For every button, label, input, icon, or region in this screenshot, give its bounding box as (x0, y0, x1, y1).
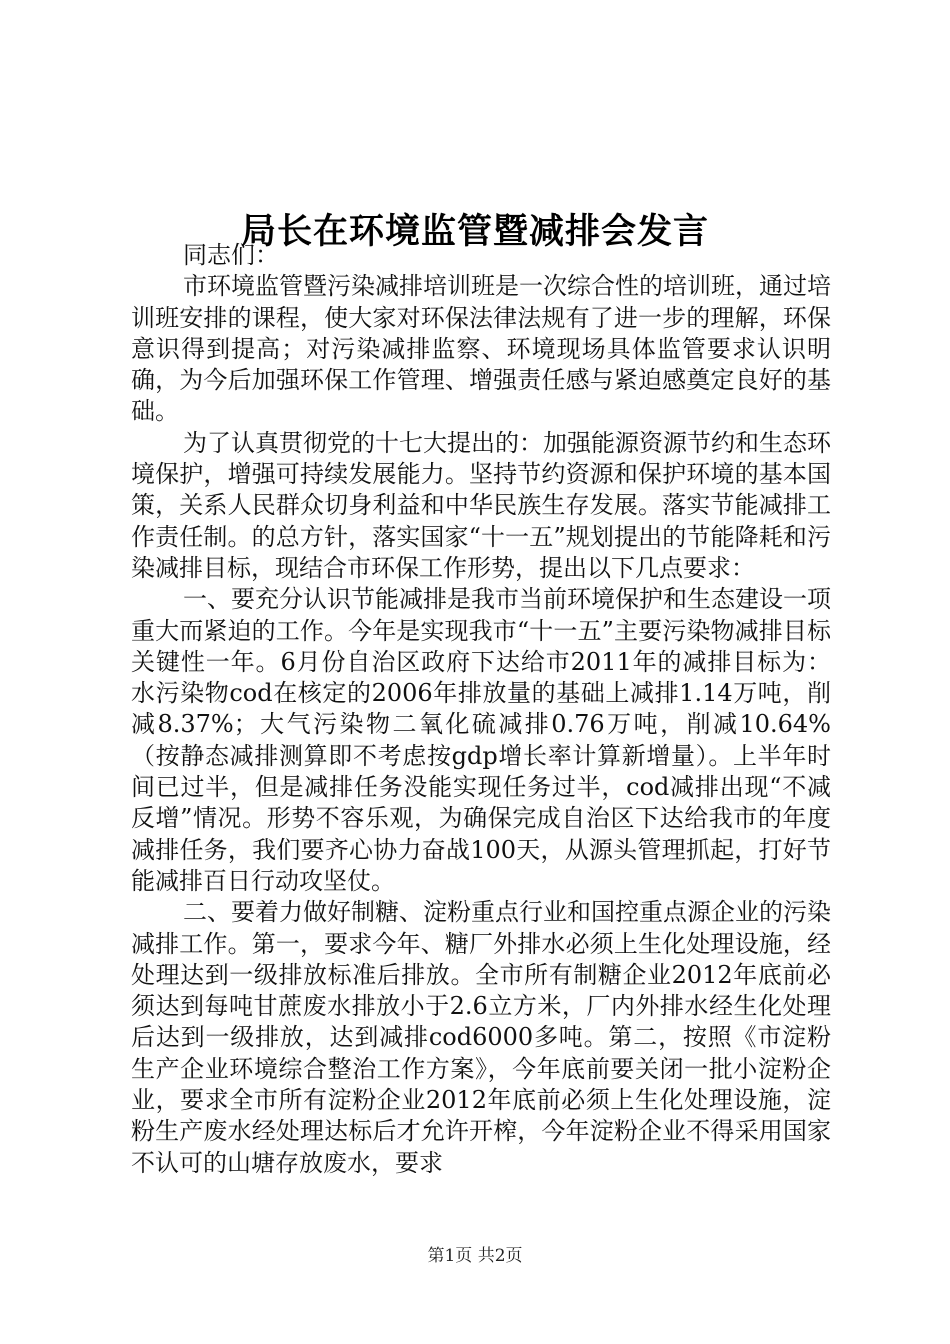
paragraph-salutation: 同志们： (183, 241, 279, 269)
paragraph-intro: 市环境监管暨污染减排培训班是一次综合性的培训班，通过培训班安排的课程，使大家对环保法律法规有了进一步的理解，环保意识得到提高；对污染减排监察、环境现场具体监管要求认识明确，为今后加强环保工作管理、增强责任感与紧迫感奠定良好的基础。 (131, 272, 831, 426)
document-title: 局长在环境监管暨减排会发言 (240, 211, 709, 253)
page-number-footer: 第1页 共2页 (427, 1246, 523, 1266)
paragraph-point-one: 一、要充分认识节能减排是我市当前环境保护和生态建设一项重大而紧迫的工作。今年是实现我市“十一五”主要污染物减排目标关键性一年。6月份自治区政府下达给市2011年的减排目标为：水污染物cod在核定的2006年排放量的基础上减排1.14万吨，削减8.37%；大气污染物二氧化硫减排0.76万吨，削减10.64%（按静态减排测算即不考虑按gdp增长率计算新增量）。上半年时间已过半，但是减排任务没能实现任务过半，cod减排出现“不减反增”情况。形势不容乐观，为确保完成自治区下达给我市的年度减排任务，我们要齐心协力奋战100天，从源头管理抓起，打好节能减排百日行动攻坚仗。 (131, 585, 831, 895)
document-body (131, 240, 831, 1179)
paragraph-point-two: 二、要着力做好制糖、淀粉重点行业和国控重点源企业的污染减排工作。第一，要求今年、糖厂外排水必须上生化处理设施，经处理达到一级排放标准后排放。全市所有制糖企业2012年底前必须达到每吨甘蔗废水排放小于2.6立方米，厂内外排水经生化处理后达到一级排放，达到减排cod6000多吨。第二，按照《市淀粉生产企业环境综合整治工作方案》，今年底前要关闭一批小淀粉企业，要求全市所有淀粉企业2012年底前必须上生化处理设施，淀粉生产废水经处理达标后才允许开榨，今年淀粉企业不得采用国家不认可的山塘存放废水，要求 (131, 898, 831, 1177)
paragraph-policy: 为了认真贯彻党的十七大提出的：加强能源资源节约和生态环境保护，增强可持续发展能力。坚持节约资源和保护环境的基本国策，关系人民群众切身利益和中华民族生存发展。落实节能减排工作责任制。的总方针，落实国家“十一五”规划提出的节能降耗和污染减排目标，现结合市环保工作形势，提出以下几点要求： (131, 428, 831, 582)
